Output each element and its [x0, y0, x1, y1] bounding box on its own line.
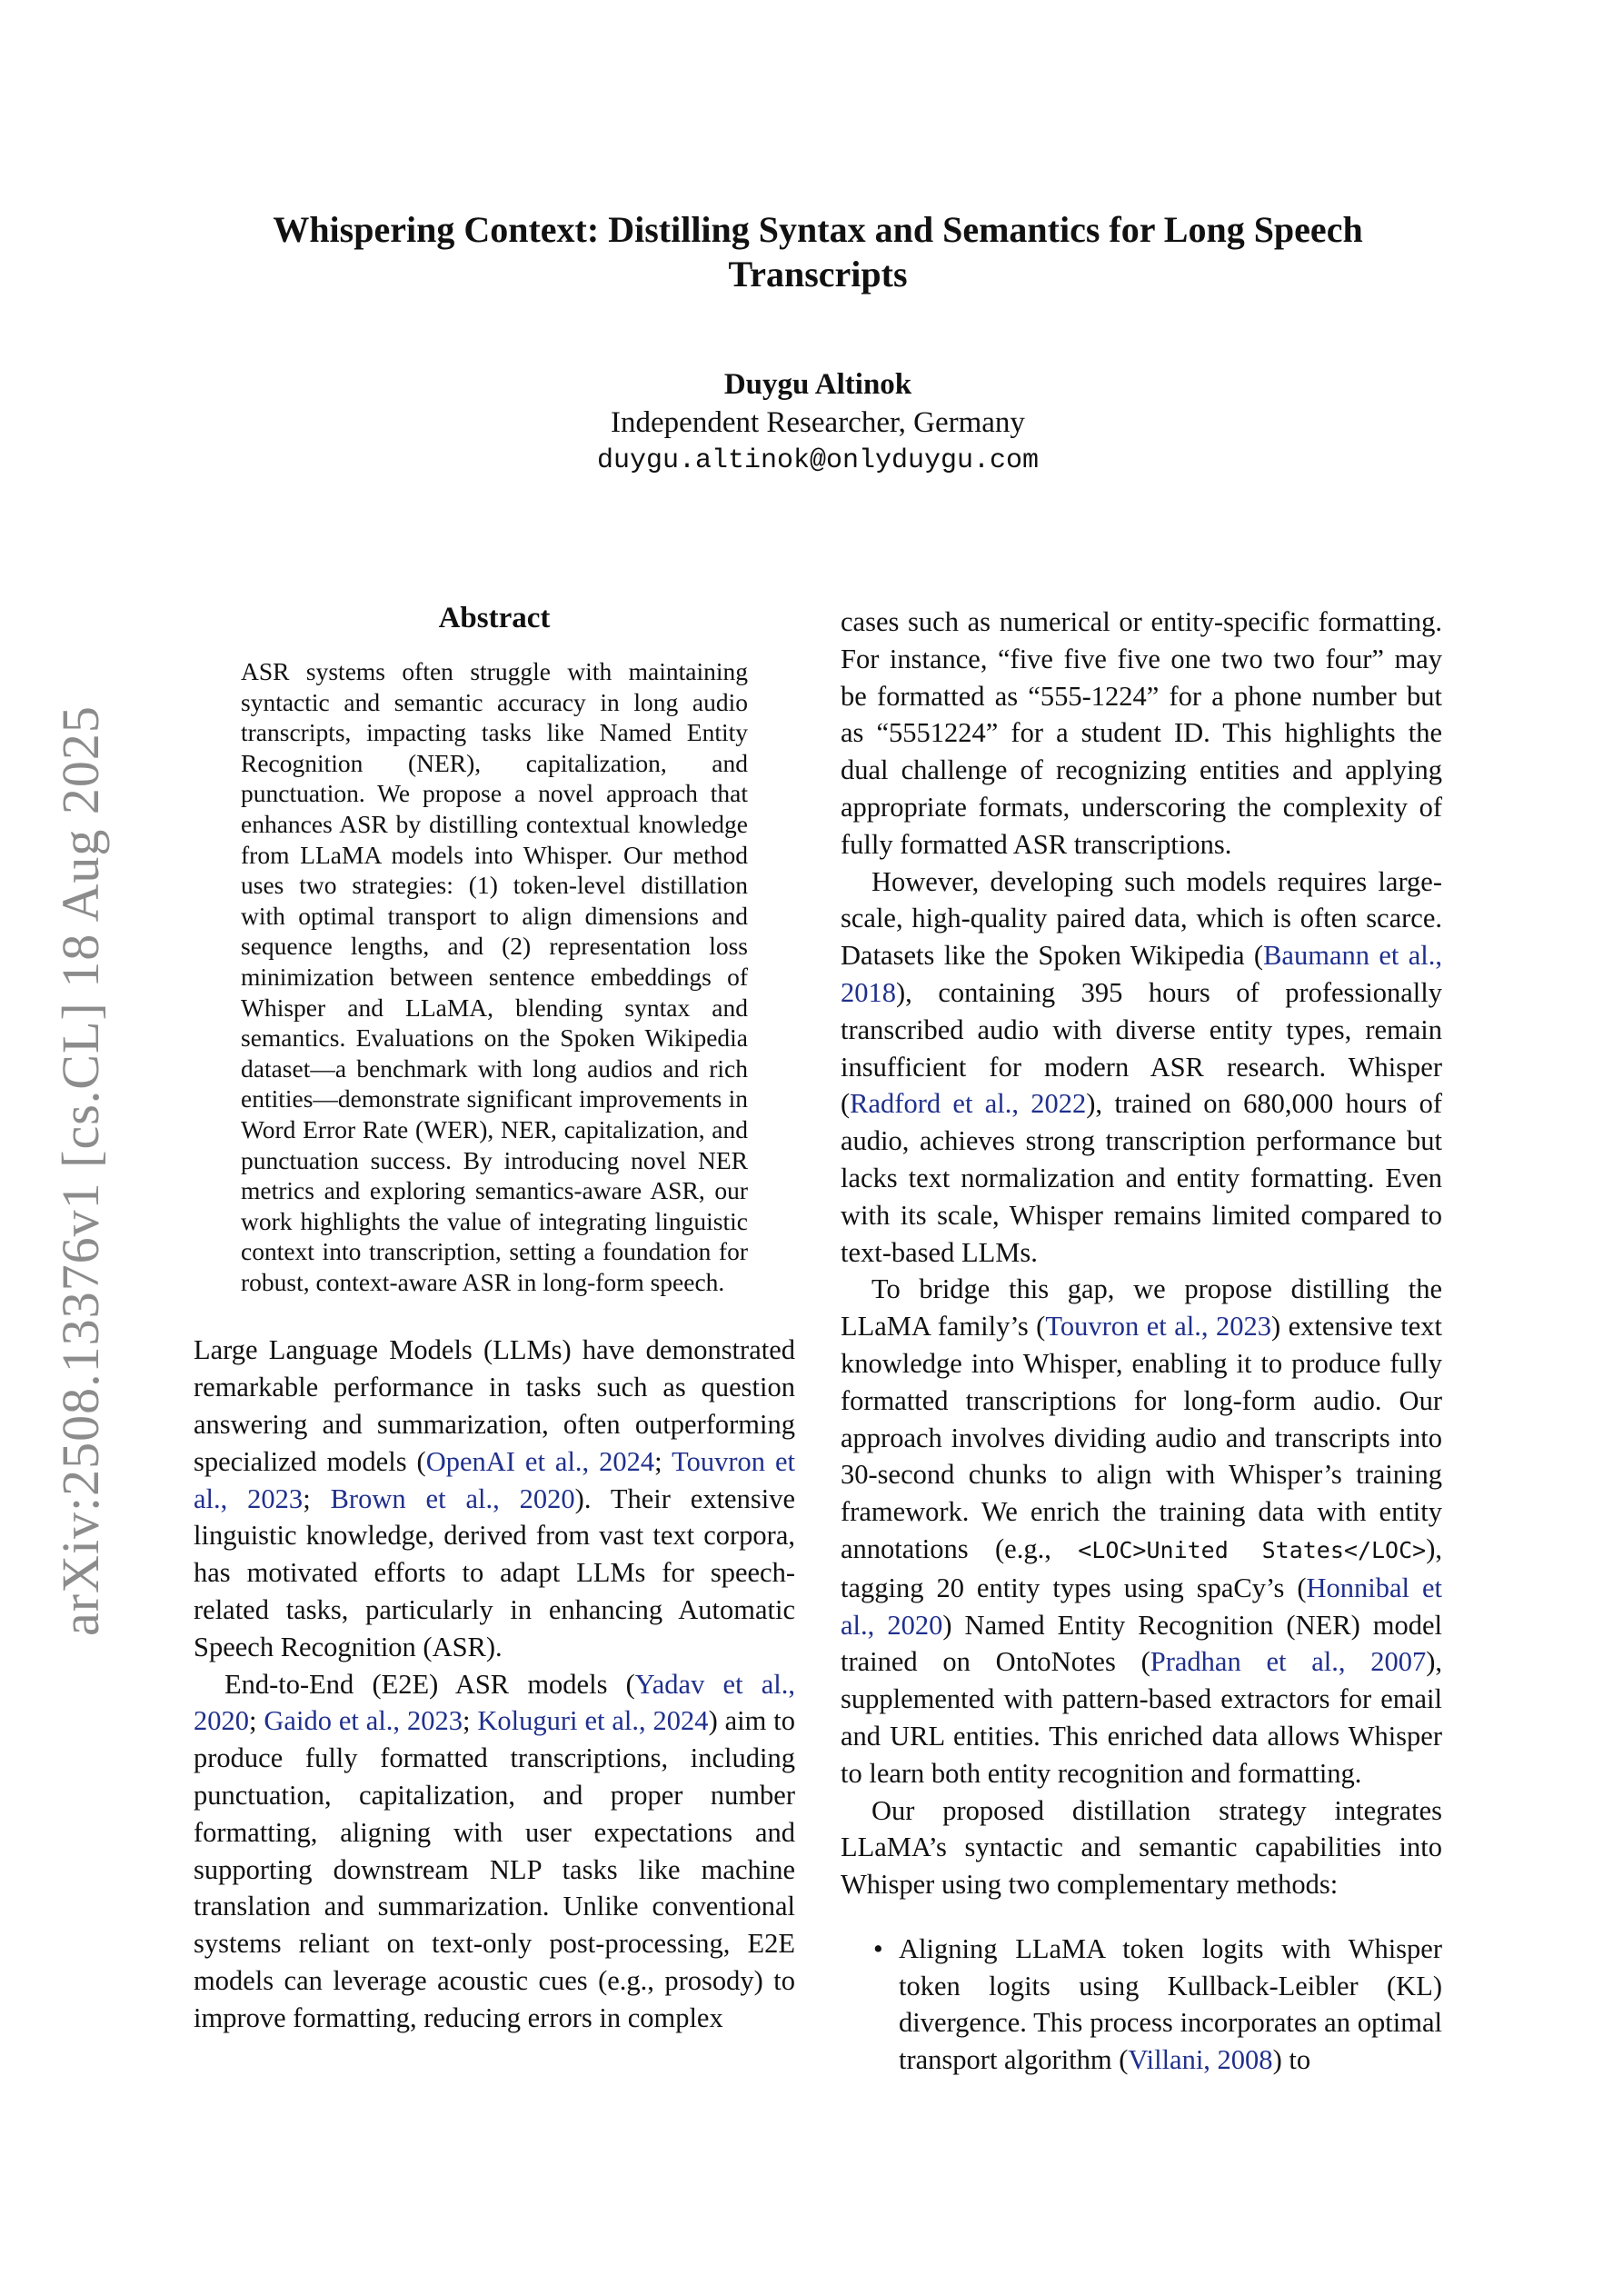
text-span: To bridge this gap, we propose distilling the LLaMA family’s (: [841, 1273, 1442, 1343]
text-span: Large Language Models (LLMs) have demonstrated remarkable performance in tasks such as question answering and summarization, often outperforming specialized models (: [194, 1334, 795, 1477]
intro-paragraph-4: [841, 863, 1442, 1272]
text-span: ;: [249, 1705, 264, 1737]
text-span: End-to-End (E2E) ASR models (: [224, 1668, 635, 1700]
text-span: ) Named Entity Recognition (NER) model trained on OntoNotes (: [841, 1609, 1443, 1678]
citation-link[interactable]: Touvron et al., 2023: [194, 1445, 795, 1514]
intro-paragraph-1: [194, 1332, 795, 1665]
left-column: [194, 600, 795, 2037]
citation-link[interactable]: Baumann et al., 2018: [841, 940, 1442, 1008]
abstract-text: ASR systems often struggle with maintaining syntactic and semantic accuracy in long audio transcripts, impacting tasks like Named Entity Recognition (NER), capitalization, and punctuation. We propose a novel approach that enhances ASR by distilling contextual knowledge from LLaMA models into Whisper. Our method uses two strategies: (1) token-level distillation with optimal transport to align dimensions and sequence lengths, and (2) representation loss minimization between sentence embeddings of Whisper and LLaMA, blending syntax and semantics. Evaluations on the Spoken Wikipedia dataset—a benchmark with long audios and rich entities—demonstrate significant improvements in Word Error Rate (WER), NER, capitalization, and punctuation success. By introducing novel NER metrics and exploring semantics-aware ASR, our work highlights the value of integrating linguistic context into transcription, setting a foundation for robust, context-aware ASR in long-form speech.: [241, 657, 748, 1296]
citation-link[interactable]: Yadav et al., 2020: [194, 1668, 795, 1737]
citation-link[interactable]: Brown et al., 2020: [330, 1482, 575, 1514]
author-email[interactable]: duygu.altinok@onlyduygu.com: [596, 445, 1040, 476]
list-item: [841, 1931, 1442, 2079]
text-span: ;: [654, 1445, 672, 1477]
author-name: Duygu Altinok: [723, 368, 912, 401]
text-span: However, developing such models requires large-scale, high-quality paired data, which is often scarce. Datasets like the Spoken Wikipedia (: [841, 865, 1442, 972]
intro-paragraph-6: Our proposed distillation strategy integrates LLaMA’s syntactic and semantic capabilities into Whisper using two complementary methods:: [841, 1794, 1442, 1901]
right-column: [841, 604, 1442, 2079]
intro-paragraph-3: cases such as numerical or entity-specific formatting. For instance, “five five five one two two four” may be formatted as “555-1224” for a phone number but as “5551224” for a student ID. This highlights the dual challenge of recognizing entities and applying appropriate formats, underscoring the complexity of fully formatted ASR transcriptions.: [841, 606, 1442, 860]
citation-link[interactable]: Gaido et al., 2023: [264, 1705, 463, 1737]
citation-link[interactable]: OpenAI et al., 2024: [425, 1445, 655, 1477]
text-span: ), supplemented with pattern-based extractors for email and URL entities. This enriched data allows Whisper to learn both entity recognition and formatting.: [841, 1646, 1443, 1789]
text-span: ), trained on 680,000 hours of audio, achieves strong transcription performance but lacks text normalization and entity formatting. Even with its scale, Whisper remains limited compared to text-based LLMs.: [841, 1088, 1442, 1268]
author-block: [363, 365, 1272, 480]
text-span: ) aim to produce fully formatted transcriptions, including punctuation, capitalization, and proper number formatting, aligning with user expectations and supporting downstream NLP tasks like machine translation and summarization. Unlike conventional systems reliant on text-only post-processing, E2E models can leverage acoustic cues (e.g., prosody) to improve formatting, reducing errors in complex: [194, 1705, 796, 2033]
text-span: ) to: [1272, 2044, 1311, 2076]
citation-link[interactable]: Touvron et al., 2023: [1045, 1311, 1271, 1343]
intro-paragraph-2: [194, 1666, 795, 2037]
text-span: ), containing 395 hours of professionally transcribed audio with diverse entity types, remain insufficient for modern ASR research. Whisper (: [841, 976, 1442, 1120]
citation-link[interactable]: Koluguri et al., 2024: [477, 1705, 709, 1737]
text-span: ), tagging 20 entity types using spaCy’s (: [841, 1532, 1443, 1603]
text-span: ). Their extensive linguistic knowledge, derived from vast text corpora, has motivated efforts to adapt LLMs for speech-related tasks, particularly in enhancing Automatic Speech Recognition (ASR).: [194, 1482, 795, 1662]
entity-annotation-example: <LOC>United States</LOC>: [1078, 1536, 1427, 1563]
methods-list: [841, 1931, 1442, 2079]
citation-link[interactable]: Pradhan et al., 2007: [1150, 1646, 1427, 1678]
arxiv-identifier: arXiv:2508.13376v1 [cs.CL] 18 Aug 2025: [51, 705, 110, 1636]
text-span: ;: [462, 1705, 478, 1737]
abstract-heading: Abstract: [438, 602, 551, 634]
citation-link[interactable]: Radford et al., 2022: [850, 1088, 1087, 1120]
bullet-icon: •: [873, 1932, 883, 1964]
paper-title: Whispering Context: Distilling Syntax and Semantics for Long Speech Transcripts: [273, 209, 1363, 294]
citation-link[interactable]: Villani, 2008: [1128, 2044, 1273, 2076]
text-span: ) extensive text knowledge into Whisper, enabling it to produce fully formatted transcriptions for long-form audio. Our approach involves dividing audio and transcripts into 30-second chunks to align with Whisper’s training framework. We enrich the training data with entity annotations (e.g.,: [841, 1311, 1442, 1564]
author-affiliation: Independent Researcher, Germany: [611, 406, 1025, 439]
text-span: ;: [303, 1482, 331, 1514]
citation-link[interactable]: Honnibal et al., 2020: [841, 1572, 1442, 1641]
intro-paragraph-5: [841, 1271, 1442, 1792]
text-span: Aligning LLaMA token logits with Whisper token logits using Kullback-Leibler (KL) divergence. This process incorporates an optimal transport algorithm (: [899, 1932, 1442, 2076]
